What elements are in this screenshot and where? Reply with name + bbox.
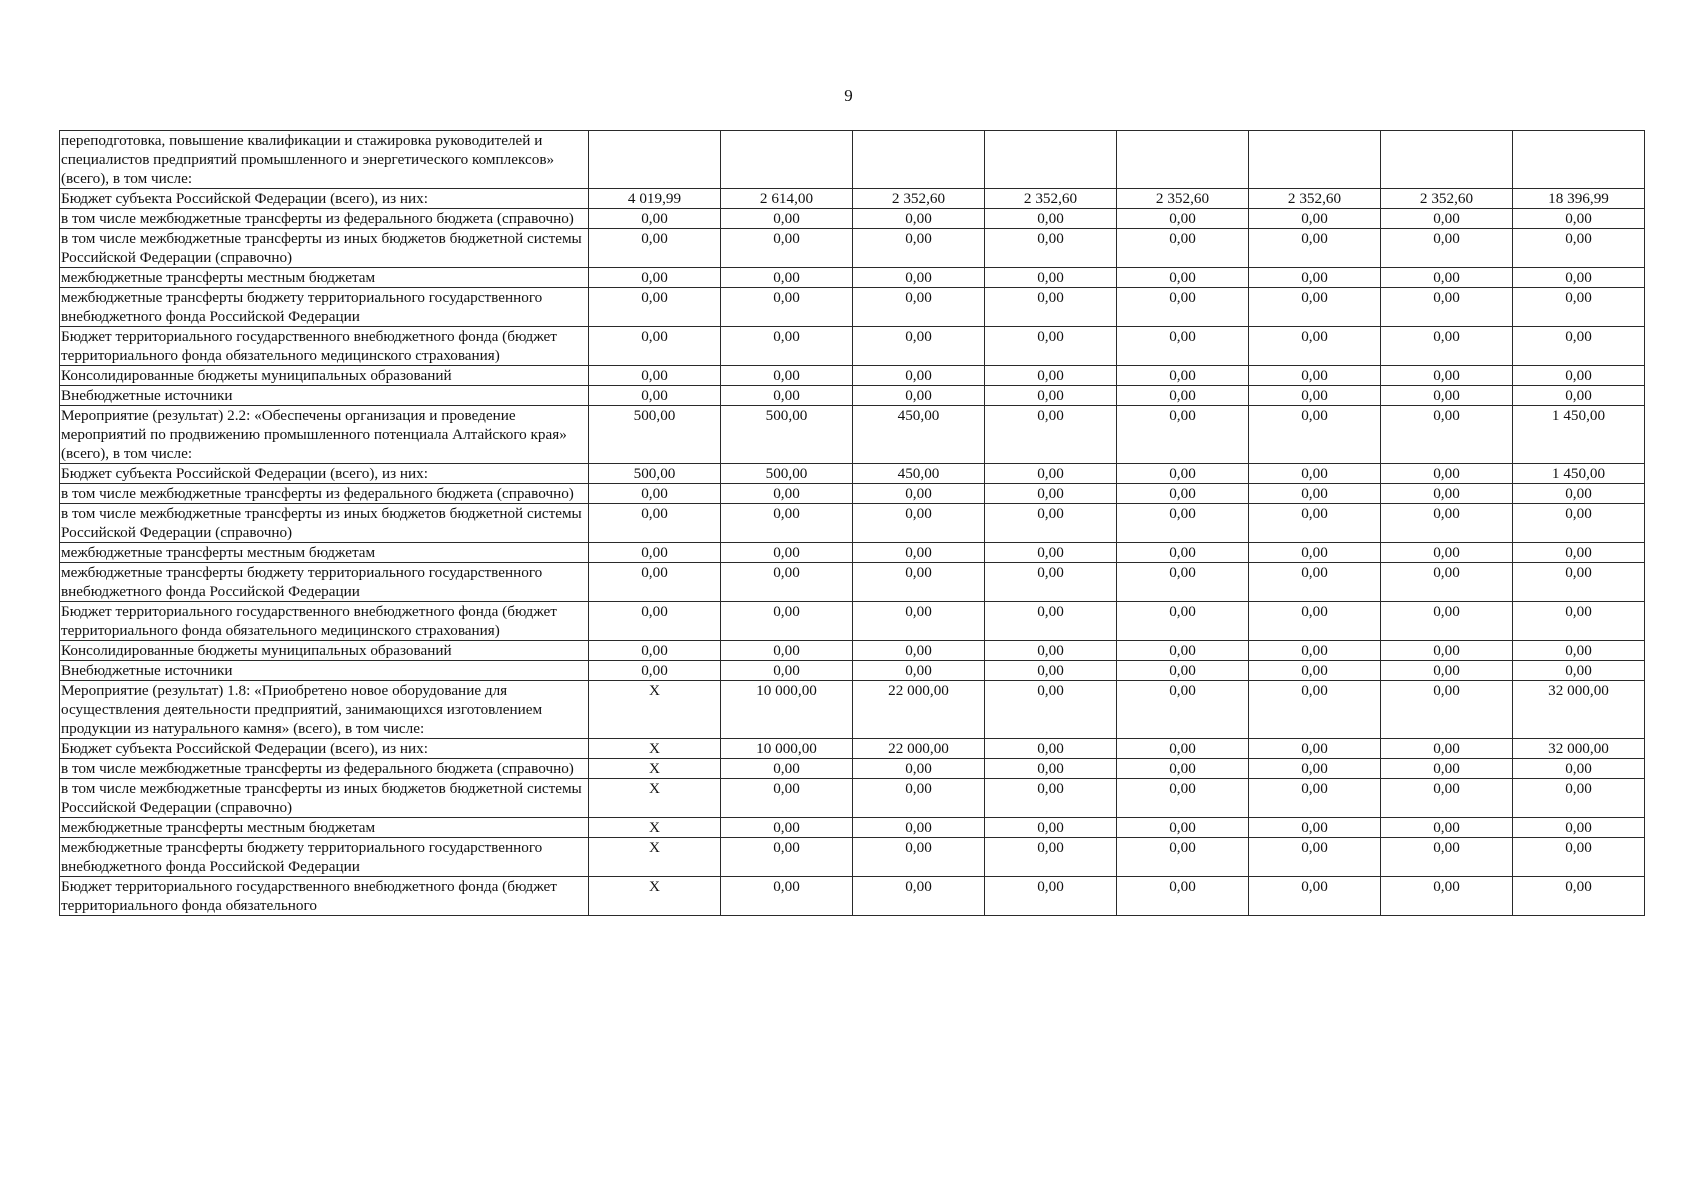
table-row <box>60 386 1645 406</box>
value-cell <box>1249 131 1381 189</box>
value-cell: 0,00 <box>985 779 1117 818</box>
value-cell: 2 352,60 <box>853 189 985 209</box>
value-cell: 4 019,99 <box>589 189 721 209</box>
table-row <box>60 779 1645 818</box>
value-cell: 0,00 <box>1513 759 1645 779</box>
value-cell: 0,00 <box>853 543 985 563</box>
value-cell: 0,00 <box>589 229 721 268</box>
value-cell: 0,00 <box>853 366 985 386</box>
value-cell: 0,00 <box>1381 406 1513 464</box>
value-cell: 0,00 <box>853 288 985 327</box>
value-cell: 0,00 <box>1513 209 1645 229</box>
value-cell: 0,00 <box>1513 563 1645 602</box>
value-cell: 0,00 <box>1381 661 1513 681</box>
value-cell: Х <box>589 877 721 916</box>
row-label: Бюджет субъекта Российской Федерации (всего), из них: <box>60 189 589 209</box>
value-cell: 0,00 <box>985 406 1117 464</box>
value-cell: 0,00 <box>1249 366 1381 386</box>
value-cell: 450,00 <box>853 406 985 464</box>
value-cell: 0,00 <box>589 327 721 366</box>
value-cell: 0,00 <box>1117 209 1249 229</box>
value-cell: 0,00 <box>853 602 985 641</box>
value-cell: 0,00 <box>1381 229 1513 268</box>
value-cell: 0,00 <box>985 759 1117 779</box>
value-cell <box>853 131 985 189</box>
value-cell: 0,00 <box>985 641 1117 661</box>
value-cell: 0,00 <box>1249 484 1381 504</box>
value-cell: 0,00 <box>1381 543 1513 563</box>
budget-table <box>59 130 1645 916</box>
value-cell: 0,00 <box>1117 877 1249 916</box>
table-body <box>60 131 1645 916</box>
value-cell: 0,00 <box>1117 464 1249 484</box>
value-cell: 0,00 <box>721 504 853 543</box>
value-cell: 0,00 <box>1381 877 1513 916</box>
value-cell: 0,00 <box>1513 877 1645 916</box>
value-cell: 0,00 <box>985 504 1117 543</box>
value-cell: 0,00 <box>985 366 1117 386</box>
table-row <box>60 209 1645 229</box>
value-cell: 0,00 <box>721 268 853 288</box>
value-cell: 0,00 <box>853 759 985 779</box>
row-label: в том числе межбюджетные трансферты из иных бюджетов бюджетной системы Российской Федерации (справочно) <box>60 779 589 818</box>
value-cell: 0,00 <box>853 229 985 268</box>
value-cell: 0,00 <box>1381 681 1513 739</box>
value-cell: 0,00 <box>1249 464 1381 484</box>
table-row <box>60 406 1645 464</box>
table-row <box>60 484 1645 504</box>
value-cell: 0,00 <box>1249 504 1381 543</box>
value-cell: 0,00 <box>1381 602 1513 641</box>
value-cell: 2 614,00 <box>721 189 853 209</box>
value-cell: 32 000,00 <box>1513 681 1645 739</box>
value-cell: 0,00 <box>1381 386 1513 406</box>
value-cell: 0,00 <box>1249 406 1381 464</box>
value-cell: 0,00 <box>853 268 985 288</box>
value-cell: 0,00 <box>1381 818 1513 838</box>
value-cell: 0,00 <box>589 661 721 681</box>
value-cell: 0,00 <box>1513 504 1645 543</box>
value-cell: 0,00 <box>853 838 985 877</box>
value-cell: 0,00 <box>1249 818 1381 838</box>
table-row <box>60 131 1645 189</box>
value-cell: 0,00 <box>1117 229 1249 268</box>
value-cell: 0,00 <box>853 563 985 602</box>
value-cell: 0,00 <box>1513 386 1645 406</box>
row-label: Консолидированные бюджеты муниципальных образований <box>60 641 589 661</box>
row-label: Бюджет субъекта Российской Федерации (всего), из них: <box>60 739 589 759</box>
value-cell: 0,00 <box>985 838 1117 877</box>
value-cell: 0,00 <box>1249 386 1381 406</box>
value-cell: 2 352,60 <box>1117 189 1249 209</box>
row-label: межбюджетные трансферты бюджету территориального государственного внебюджетного фонда Российской Федерации <box>60 288 589 327</box>
value-cell: 0,00 <box>1381 484 1513 504</box>
value-cell: 0,00 <box>853 504 985 543</box>
value-cell: 0,00 <box>853 877 985 916</box>
value-cell: 0,00 <box>721 366 853 386</box>
value-cell: 0,00 <box>589 484 721 504</box>
value-cell: 0,00 <box>1381 366 1513 386</box>
value-cell: Х <box>589 681 721 739</box>
value-cell: 0,00 <box>985 327 1117 366</box>
row-label: Консолидированные бюджеты муниципальных образований <box>60 366 589 386</box>
value-cell: 0,00 <box>1513 602 1645 641</box>
value-cell: 0,00 <box>1249 288 1381 327</box>
value-cell: 0,00 <box>1513 327 1645 366</box>
value-cell: 0,00 <box>1249 877 1381 916</box>
value-cell: 0,00 <box>721 602 853 641</box>
value-cell: 0,00 <box>1381 327 1513 366</box>
table-row <box>60 818 1645 838</box>
value-cell <box>721 131 853 189</box>
row-label: межбюджетные трансферты бюджету территориального государственного внебюджетного фонда Российской Федерации <box>60 563 589 602</box>
value-cell: 0,00 <box>589 504 721 543</box>
row-label: в том числе межбюджетные трансферты из федерального бюджета (справочно) <box>60 759 589 779</box>
value-cell <box>1513 131 1645 189</box>
value-cell: 0,00 <box>1117 543 1249 563</box>
value-cell: 0,00 <box>589 563 721 602</box>
value-cell: 0,00 <box>985 209 1117 229</box>
value-cell: 22 000,00 <box>853 681 985 739</box>
table-row <box>60 563 1645 602</box>
table-row <box>60 464 1645 484</box>
value-cell: 0,00 <box>853 209 985 229</box>
value-cell: 0,00 <box>721 641 853 661</box>
value-cell: 0,00 <box>1249 739 1381 759</box>
table-row <box>60 504 1645 543</box>
value-cell: 0,00 <box>1381 739 1513 759</box>
row-label: Бюджет территориального государственного внебюджетного фонда (бюджет территориального фонда обязательного медицинского страхования) <box>60 327 589 366</box>
value-cell: 0,00 <box>589 268 721 288</box>
value-cell: 0,00 <box>1117 681 1249 739</box>
table-row <box>60 759 1645 779</box>
value-cell: 0,00 <box>853 818 985 838</box>
table-row <box>60 229 1645 268</box>
value-cell: 0,00 <box>721 818 853 838</box>
row-label: межбюджетные трансферты местным бюджетам <box>60 268 589 288</box>
value-cell: 0,00 <box>1381 504 1513 543</box>
table-row <box>60 327 1645 366</box>
table-row <box>60 189 1645 209</box>
value-cell: 0,00 <box>1117 504 1249 543</box>
value-cell: 0,00 <box>1117 759 1249 779</box>
value-cell: 500,00 <box>721 406 853 464</box>
value-cell: 0,00 <box>721 288 853 327</box>
value-cell: 0,00 <box>1513 779 1645 818</box>
value-cell: 0,00 <box>985 739 1117 759</box>
value-cell: 0,00 <box>853 779 985 818</box>
value-cell: 0,00 <box>985 681 1117 739</box>
value-cell: 0,00 <box>1117 563 1249 602</box>
value-cell: 0,00 <box>1381 838 1513 877</box>
row-label: в том числе межбюджетные трансферты из федерального бюджета (справочно) <box>60 209 589 229</box>
value-cell: 0,00 <box>1117 386 1249 406</box>
table-row <box>60 877 1645 916</box>
value-cell: 0,00 <box>1117 661 1249 681</box>
value-cell: 0,00 <box>1513 838 1645 877</box>
value-cell: 0,00 <box>721 838 853 877</box>
value-cell: 0,00 <box>1249 838 1381 877</box>
value-cell: 0,00 <box>1249 641 1381 661</box>
value-cell: 0,00 <box>985 229 1117 268</box>
value-cell: 0,00 <box>1513 288 1645 327</box>
value-cell: 0,00 <box>853 327 985 366</box>
value-cell: 0,00 <box>1249 779 1381 818</box>
table-row <box>60 288 1645 327</box>
value-cell: 0,00 <box>721 386 853 406</box>
value-cell: 0,00 <box>721 209 853 229</box>
value-cell: 0,00 <box>1249 268 1381 288</box>
table-row <box>60 838 1645 877</box>
value-cell: 0,00 <box>985 877 1117 916</box>
value-cell: 0,00 <box>721 484 853 504</box>
value-cell: 0,00 <box>589 543 721 563</box>
value-cell: 0,00 <box>985 288 1117 327</box>
value-cell: 0,00 <box>853 386 985 406</box>
value-cell: 0,00 <box>1249 759 1381 779</box>
value-cell: 0,00 <box>1117 268 1249 288</box>
value-cell: 2 352,60 <box>1381 189 1513 209</box>
value-cell: 1 450,00 <box>1513 406 1645 464</box>
value-cell: 0,00 <box>1513 641 1645 661</box>
value-cell: 0,00 <box>1117 406 1249 464</box>
value-cell: 0,00 <box>1117 779 1249 818</box>
value-cell <box>1117 131 1249 189</box>
value-cell: 0,00 <box>1117 739 1249 759</box>
value-cell: 0,00 <box>1381 641 1513 661</box>
value-cell: 0,00 <box>721 779 853 818</box>
value-cell: 0,00 <box>985 484 1117 504</box>
row-label: Бюджет территориального государственного внебюджетного фонда (бюджет территориального фонда обязательного медицинского страхования) <box>60 602 589 641</box>
value-cell: 0,00 <box>721 327 853 366</box>
value-cell: 0,00 <box>985 543 1117 563</box>
value-cell: 0,00 <box>1381 209 1513 229</box>
value-cell: 0,00 <box>853 641 985 661</box>
table-row <box>60 739 1645 759</box>
value-cell: 0,00 <box>721 563 853 602</box>
value-cell: 2 352,60 <box>985 189 1117 209</box>
row-label: Бюджет субъекта Российской Федерации (всего), из них: <box>60 464 589 484</box>
value-cell: 1 450,00 <box>1513 464 1645 484</box>
value-cell: 450,00 <box>853 464 985 484</box>
table-row <box>60 641 1645 661</box>
value-cell: 18 396,99 <box>1513 189 1645 209</box>
value-cell: Х <box>589 838 721 877</box>
value-cell: Х <box>589 779 721 818</box>
value-cell: 0,00 <box>1249 229 1381 268</box>
value-cell: 0,00 <box>1249 327 1381 366</box>
value-cell: 10 000,00 <box>721 681 853 739</box>
value-cell: 0,00 <box>1117 602 1249 641</box>
row-label: Мероприятие (результат) 1.8: «Приобретено новое оборудование для осуществления деятельности предприятий, занимающихся изготовлением продукции из натурального камня» (всего), в том числе: <box>60 681 589 739</box>
value-cell <box>985 131 1117 189</box>
table-row <box>60 681 1645 739</box>
row-label: в том числе межбюджетные трансферты из иных бюджетов бюджетной системы Российской Федерации (справочно) <box>60 504 589 543</box>
row-label: Внебюджетные источники <box>60 386 589 406</box>
value-cell: 0,00 <box>1513 229 1645 268</box>
value-cell: 0,00 <box>985 268 1117 288</box>
value-cell: 0,00 <box>985 563 1117 602</box>
row-label: переподготовка, повышение квалификации и стажировка руководителей и специалистов предприятий промышленного и энергетического комплексов» (всего), в том числе: <box>60 131 589 189</box>
page-number: 9 <box>844 86 853 105</box>
value-cell: 0,00 <box>721 877 853 916</box>
value-cell: 500,00 <box>721 464 853 484</box>
value-cell: 0,00 <box>985 386 1117 406</box>
value-cell: 0,00 <box>721 661 853 681</box>
row-label: межбюджетные трансферты бюджету территориального государственного внебюджетного фонда Российской Федерации <box>60 838 589 877</box>
value-cell: 0,00 <box>1249 543 1381 563</box>
row-label: в том числе межбюджетные трансферты из федерального бюджета (справочно) <box>60 484 589 504</box>
value-cell: 10 000,00 <box>721 739 853 759</box>
value-cell: 0,00 <box>589 209 721 229</box>
value-cell: 0,00 <box>853 484 985 504</box>
value-cell: 0,00 <box>1117 484 1249 504</box>
value-cell: 32 000,00 <box>1513 739 1645 759</box>
table-row <box>60 268 1645 288</box>
value-cell: 0,00 <box>1117 327 1249 366</box>
value-cell: 0,00 <box>589 641 721 661</box>
value-cell: 0,00 <box>1117 641 1249 661</box>
value-cell: Х <box>589 759 721 779</box>
table-row <box>60 543 1645 563</box>
value-cell: 0,00 <box>1513 661 1645 681</box>
value-cell: 0,00 <box>1249 209 1381 229</box>
value-cell: 0,00 <box>1381 268 1513 288</box>
value-cell: 0,00 <box>1381 563 1513 602</box>
value-cell: 0,00 <box>589 366 721 386</box>
value-cell: 0,00 <box>1513 543 1645 563</box>
value-cell: Х <box>589 818 721 838</box>
value-cell: 0,00 <box>1117 288 1249 327</box>
value-cell: 0,00 <box>1117 838 1249 877</box>
value-cell: 0,00 <box>1381 779 1513 818</box>
value-cell: 0,00 <box>1117 818 1249 838</box>
value-cell: 0,00 <box>1381 759 1513 779</box>
value-cell: 500,00 <box>589 406 721 464</box>
value-cell: 0,00 <box>1513 366 1645 386</box>
value-cell: 0,00 <box>589 288 721 327</box>
value-cell: 0,00 <box>1381 288 1513 327</box>
value-cell: 0,00 <box>985 661 1117 681</box>
value-cell: 0,00 <box>1249 661 1381 681</box>
value-cell: Х <box>589 739 721 759</box>
value-cell: 0,00 <box>721 229 853 268</box>
row-label: Мероприятие (результат) 2.2: «Обеспечены организация и проведение мероприятий по продвижению промышленного потенциала Алтайского края» (всего), в том числе: <box>60 406 589 464</box>
table-row <box>60 602 1645 641</box>
value-cell: 0,00 <box>1513 268 1645 288</box>
value-cell: 0,00 <box>1249 563 1381 602</box>
value-cell <box>1381 131 1513 189</box>
value-cell: 0,00 <box>1117 366 1249 386</box>
value-cell: 2 352,60 <box>1249 189 1381 209</box>
value-cell: 0,00 <box>1513 818 1645 838</box>
row-label: Бюджет территориального государственного внебюджетного фонда (бюджет территориального фонда обязательного <box>60 877 589 916</box>
row-label: межбюджетные трансферты местным бюджетам <box>60 818 589 838</box>
value-cell: 0,00 <box>1249 681 1381 739</box>
row-label: межбюджетные трансферты местным бюджетам <box>60 543 589 563</box>
value-cell <box>589 131 721 189</box>
value-cell: 0,00 <box>721 543 853 563</box>
value-cell: 0,00 <box>589 602 721 641</box>
table-row <box>60 661 1645 681</box>
value-cell: 0,00 <box>985 464 1117 484</box>
value-cell: 0,00 <box>1381 464 1513 484</box>
value-cell: 0,00 <box>1513 484 1645 504</box>
value-cell: 0,00 <box>985 602 1117 641</box>
value-cell: 0,00 <box>589 386 721 406</box>
value-cell: 0,00 <box>721 759 853 779</box>
value-cell: 22 000,00 <box>853 739 985 759</box>
row-label: в том числе межбюджетные трансферты из иных бюджетов бюджетной системы Российской Федерации (справочно) <box>60 229 589 268</box>
value-cell: 0,00 <box>1249 602 1381 641</box>
value-cell: 500,00 <box>589 464 721 484</box>
row-label: Внебюджетные источники <box>60 661 589 681</box>
value-cell: 0,00 <box>985 818 1117 838</box>
table-row <box>60 366 1645 386</box>
value-cell: 0,00 <box>853 661 985 681</box>
